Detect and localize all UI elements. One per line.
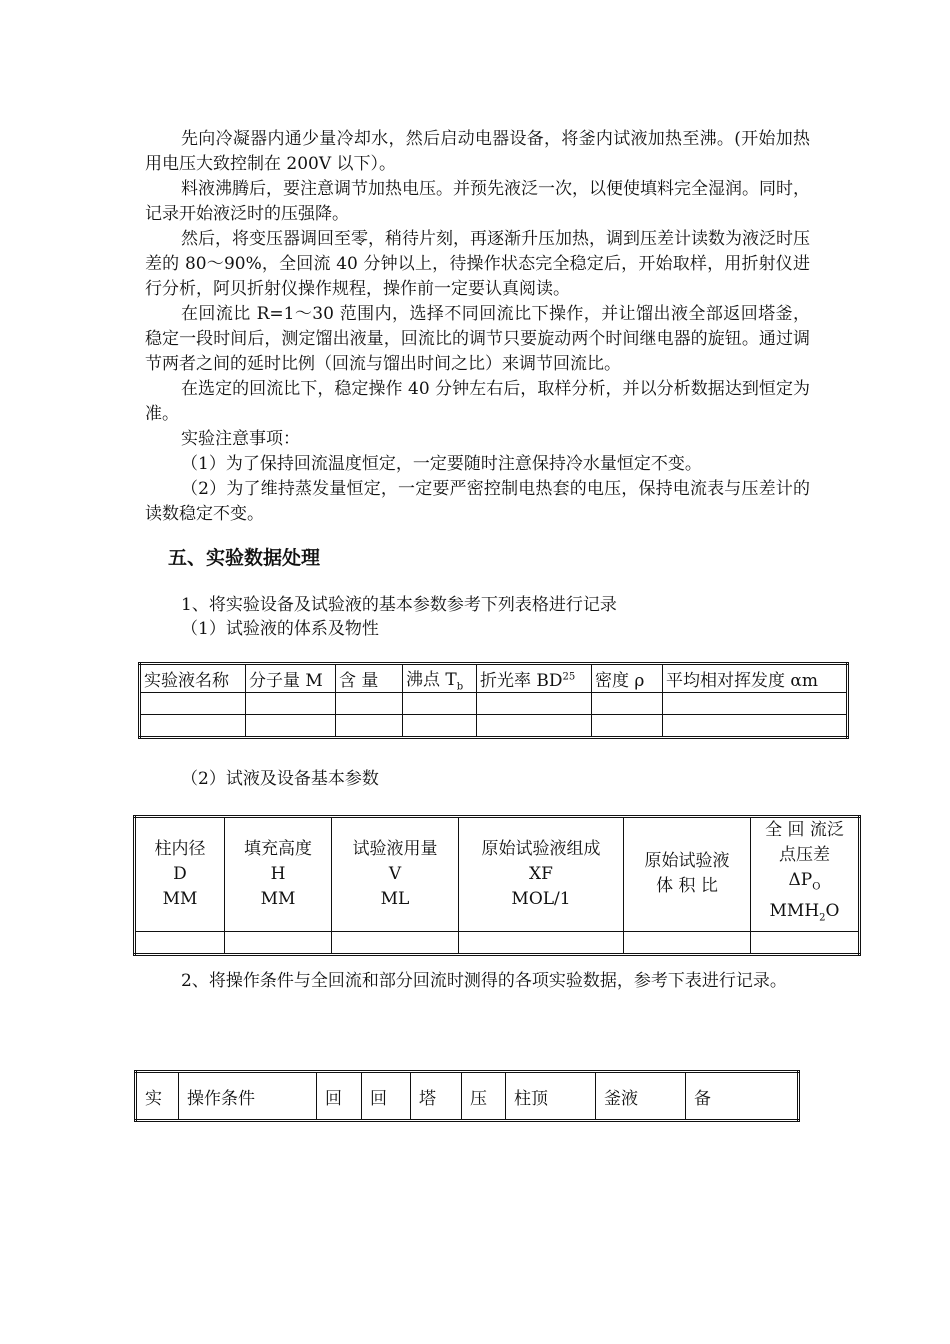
header-reflux-a: 回 <box>317 1072 362 1121</box>
header-content: 含 量 <box>336 664 403 693</box>
header-boiling-point: 沸点 $T_b$ <box>403 664 477 693</box>
header-flooding-pressure: 全 回 流泛 点压差 $\Delta P_O$ $MMH_2O$ <box>751 817 860 932</box>
paragraph-note-1: （1）为了保持回流温度恒定，一定要随时注意保持冷水量恒定不变。 <box>181 454 702 474</box>
header-liquid-volume: 试验液用量 V ML <box>332 817 459 932</box>
table-header-row <box>136 1072 799 1121</box>
header-liquid-name: 实验液名称 <box>140 664 246 693</box>
header-column-top: 柱顶 <box>506 1072 596 1121</box>
header-experiment: 实 <box>136 1072 179 1121</box>
table-row <box>140 715 848 738</box>
header-reflux-b: 回 <box>362 1072 411 1121</box>
header-molecular-weight: 分子量 M <box>246 664 336 693</box>
operating-data-table <box>134 1070 800 1122</box>
liquid-properties-table <box>138 662 849 739</box>
table-cell[interactable] <box>140 693 246 715</box>
table-cell[interactable] <box>477 715 592 738</box>
header-remarks: 备 <box>686 1072 799 1121</box>
table-cell[interactable] <box>336 715 403 738</box>
table-cell[interactable] <box>225 931 332 954</box>
table-row <box>135 931 860 954</box>
header-volume-ratio: 原始试验液 体 积 比 <box>624 817 751 932</box>
table-cell[interactable] <box>403 693 477 715</box>
item-2-sub-text: （2）试液及设备基本参数 <box>181 769 379 789</box>
paragraph-heating: 先向冷凝器内通少量冷却水，然后启动电器设备，将釜内试液加热至沸。(开始加热用电压大致控制在 200V 以下）。 <box>145 129 810 174</box>
item-2-text: 2、将操作条件与全回流和部分回流时测得的各项实验数据，参考下表进行记录。 <box>181 971 787 991</box>
table-cell[interactable] <box>663 693 848 715</box>
table-cell[interactable] <box>332 931 459 954</box>
header-density: 密度 ρ <box>592 664 663 693</box>
table-cell[interactable] <box>135 931 225 954</box>
table-row <box>140 693 848 715</box>
table-cell[interactable] <box>751 931 860 954</box>
table-cell[interactable] <box>140 715 246 738</box>
table-cell[interactable] <box>246 715 336 738</box>
table-header-row <box>140 664 848 693</box>
header-pressure: 压 <box>462 1072 506 1121</box>
paragraph-note-2: （2）为了维持蒸发量恒定，一定要严密控制电热套的电压，保持电流表与压差计的读数稳定不变。 <box>145 479 810 524</box>
header-tower: 塔 <box>411 1072 462 1121</box>
header-still-liquid: 釜液 <box>596 1072 686 1121</box>
table-cell[interactable] <box>246 693 336 715</box>
table-cell[interactable] <box>592 715 663 738</box>
table-cell[interactable] <box>624 931 751 954</box>
equipment-parameters-table <box>133 815 861 956</box>
paragraph-notes-title: 实验注意事项： <box>181 429 300 449</box>
table-cell[interactable] <box>477 693 592 715</box>
paragraph-total-reflux: 然后，将变压器调回至零，稍待片刻，再逐渐升压加热，调到压差计读数为液泛时压差的 80～90%，全回流 40 分钟以上，待操作状态完全稳定后，开始取样，用折射仪进行分析，阿贝折射仪操作规程，操作前一定要认真阅读。 <box>145 229 810 299</box>
header-operating-conditions: 操作条件 <box>179 1072 317 1121</box>
table-header-row <box>135 817 860 932</box>
header-feed-composition: 原始试验液组成 XF MOL/1 <box>459 817 624 932</box>
header-relative-volatility: 平均相对挥发度 αm <box>663 664 848 693</box>
table-cell[interactable] <box>592 693 663 715</box>
paragraph-flooding: 料液沸腾后，要注意调节加热电压。并预先液泛一次，以便使填料完全湿润。同时，记录开始液泛时的压强降。 <box>145 179 810 224</box>
table-cell[interactable] <box>403 715 477 738</box>
item-1-text: 1、将实验设备及试验液的基本参数参考下列表格进行记录 <box>181 595 617 615</box>
section-heading: 五、实验数据处理 <box>168 547 321 569</box>
header-packing-height: 填充高度 H MM <box>225 817 332 932</box>
header-column-diameter: 柱内径 D MM <box>135 817 225 932</box>
header-refractive-index: 折光率 BD$^{25}$ <box>477 664 592 693</box>
item-1-sub-text: （1）试验液的体系及物性 <box>181 619 379 639</box>
paragraph-sampling: 在选定的回流比下，稳定操作 40 分钟左右后，取样分析，并以分析数据达到恒定为准。 <box>145 379 810 424</box>
table-cell[interactable] <box>663 715 848 738</box>
table-cell[interactable] <box>459 931 624 954</box>
paragraph-reflux-ratio: 在回流比 R=1～30 范围内，选择不同回流比下操作，并让馏出液全部返回塔釜，稳定一段时间后，测定馏出液量，回流比的调节只要旋动两个时间继电器的旋钮。通过调节两者之间的延时比例（回流与馏出时间之比）来调节回流比。 <box>145 304 810 374</box>
table-cell[interactable] <box>336 693 403 715</box>
